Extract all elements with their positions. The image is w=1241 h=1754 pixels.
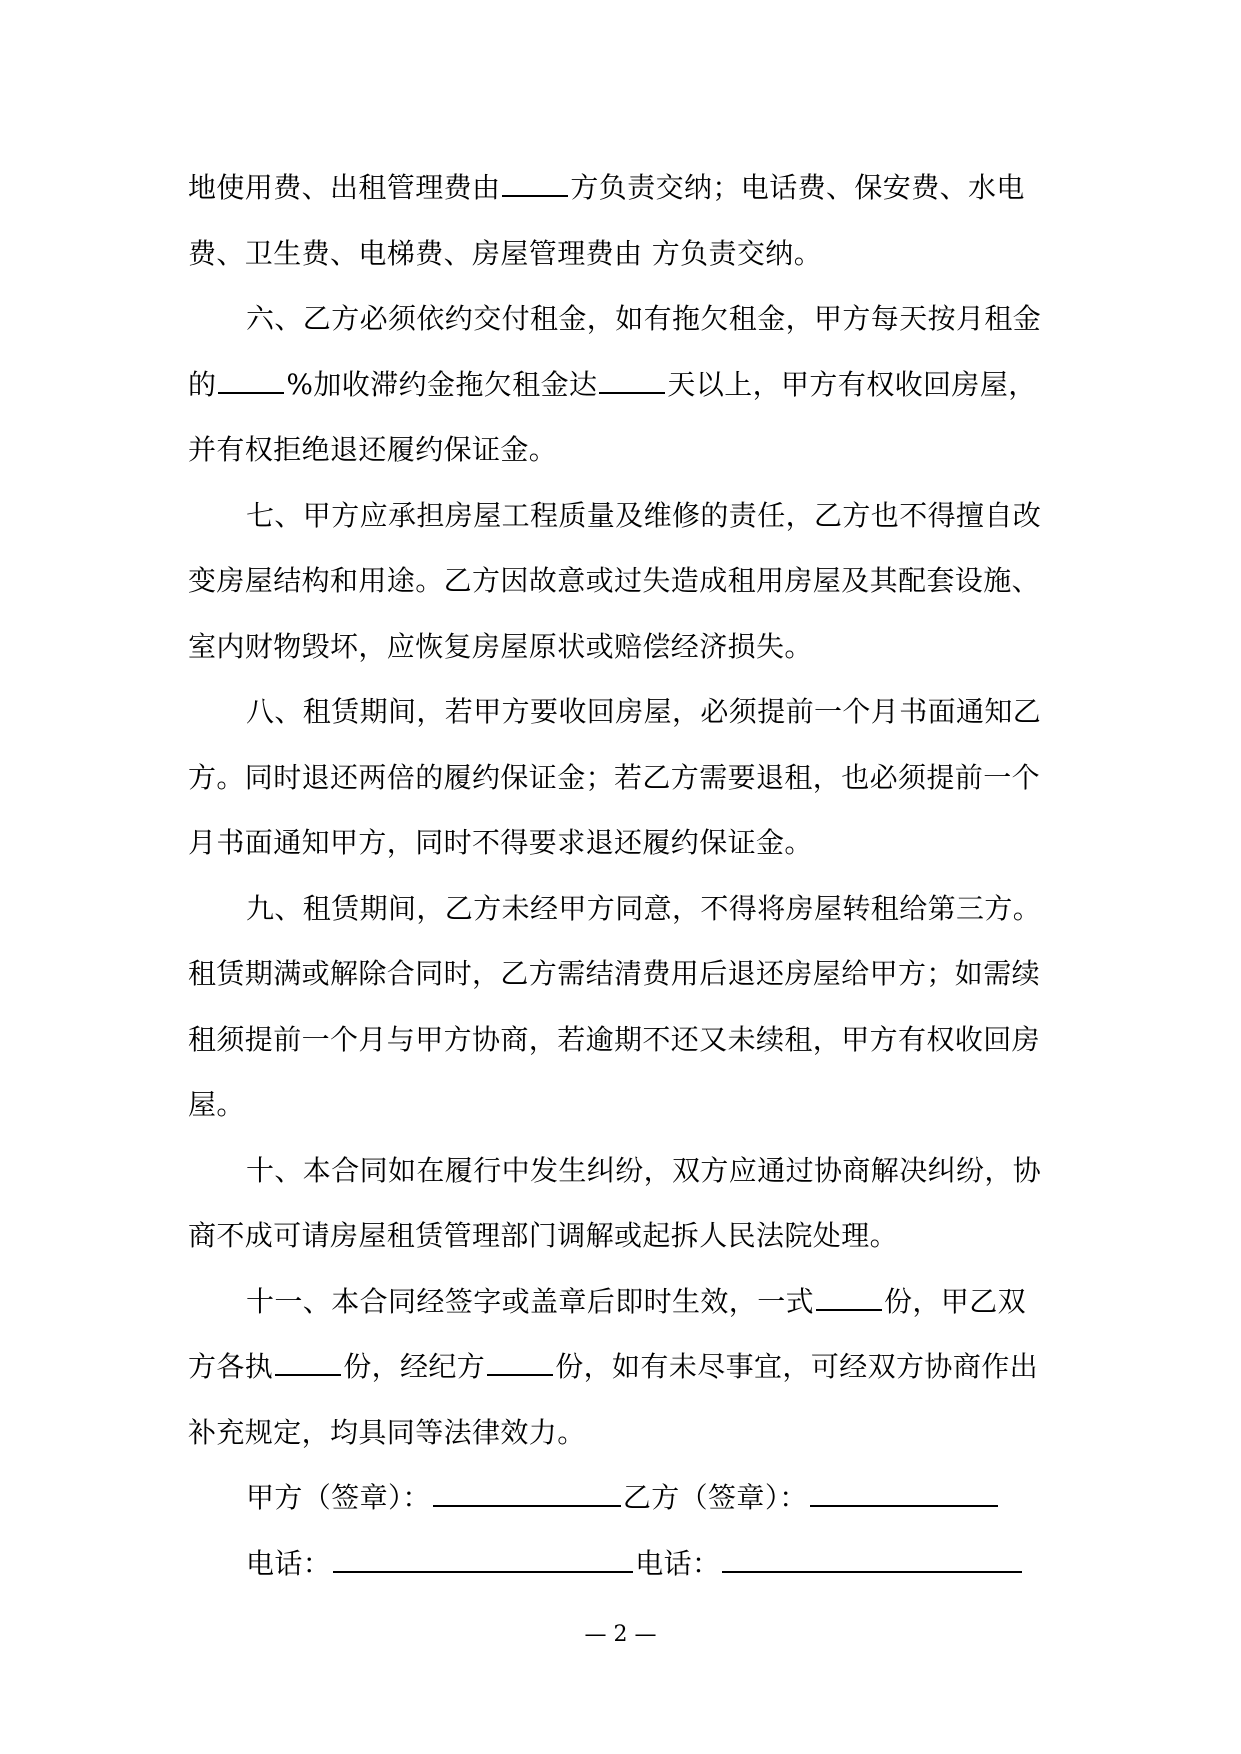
clause-11-line-2: [188, 1334, 1068, 1400]
fill-blank: [218, 391, 284, 394]
text: 商不成可请房屋租赁管理部门调解或起拆人民法院处理。: [188, 1219, 899, 1252]
text: 费、卫生费、电梯费、房屋管理费由 方负责交纳。: [188, 236, 823, 270]
clause-7-line-1: [188, 483, 1068, 549]
clause-8-line-2: [188, 745, 1068, 811]
signature-phone-line: [188, 1531, 1068, 1597]
clause-9-line-4: [188, 1072, 1068, 1138]
text: 份，经纪方: [343, 1350, 486, 1383]
clause-8-line-1: [188, 679, 1068, 745]
text: 十、本合同如在履行中发生纠纷，双方应通过协商解决纠纷，协: [246, 1153, 1042, 1187]
fill-blank: [487, 1373, 553, 1376]
signature-seal-line: [188, 1465, 1068, 1531]
text: 补充规定，均具同等法律效力。: [188, 1415, 586, 1449]
text: 屋。: [188, 1088, 245, 1121]
contract-body: [188, 155, 1068, 1596]
clause-5-line-2: [188, 221, 1068, 287]
text: 十一、本合同经签字或盖章后即时生效，一式: [246, 1284, 815, 1318]
text: 租须提前一个月与甲方协商，若逾期不还又未续租，甲方有权收回房: [188, 1022, 1041, 1056]
text: 租赁期满或解除合同时，乙方需结清费用后退还房屋给甲方；如需续: [188, 957, 1041, 990]
clause-7-line-3: [188, 614, 1068, 680]
clause-11-line-1: [188, 1269, 1068, 1335]
clause-7-line-2: [188, 548, 1068, 614]
fill-blank: [599, 391, 665, 394]
text: 并有权拒绝退还履约保证金。: [188, 433, 558, 466]
party-a-phone-field: [333, 1570, 633, 1573]
party-a-phone-label: 电话：: [246, 1546, 332, 1580]
fill-blank: [816, 1308, 882, 1311]
text: 六、乙方必须依约交付租金，如有拖欠租金，甲方每天按月租金: [246, 302, 1042, 335]
fill-blank: [502, 194, 568, 197]
party-a-seal-field: [433, 1504, 621, 1507]
clause-6-line-3: [188, 417, 1068, 483]
text: 地使用费、出租管理费由: [188, 171, 501, 204]
clause-9-line-1: [188, 876, 1068, 942]
party-a-seal-label: 甲方（签章）：: [246, 1481, 431, 1514]
party-b-phone-field: [722, 1570, 1022, 1573]
text: 方负责交纳；电话费、保安费、水电: [570, 171, 1025, 204]
text: 八、租赁期间，若甲方要收回房屋，必须提前一个月书面通知乙: [246, 695, 1042, 728]
clause-8-line-3: [188, 810, 1068, 876]
fill-blank: [275, 1373, 341, 1376]
text: 天以上，甲方有权收回房屋，: [667, 367, 1037, 401]
clause-6-line-2: [188, 352, 1068, 418]
text: 室内财物毁坏，应恢复房屋原状或赔偿经济损失。: [188, 629, 813, 663]
text: 的: [188, 367, 217, 401]
party-b-phone-label: 电话：: [635, 1546, 721, 1580]
clause-9-line-3: [188, 1007, 1068, 1073]
text: 九、租赁期间，乙方未经甲方同意，不得将房屋转租给第三方。: [246, 891, 1042, 925]
clause-11-line-3: [188, 1400, 1068, 1466]
page-number: — 2 —: [584, 1622, 657, 1647]
clause-6-line-1: [188, 286, 1068, 352]
text: 方各执: [188, 1350, 274, 1383]
text: 份，如有未尽事宜，可经双方协商作出: [555, 1350, 1039, 1383]
text: 方。同时退还两倍的履约保证金；若乙方需要退租，也必须提前一个: [188, 760, 1041, 794]
text: 份，甲乙双: [884, 1284, 1027, 1318]
text: 变房屋结构和用途。乙方因故意或过失造成租用房屋及其配套设施、: [188, 564, 1041, 597]
party-b-seal-field: [810, 1504, 998, 1507]
clause-9-line-2: [188, 941, 1068, 1007]
clause-10-line-2: [188, 1203, 1068, 1269]
party-b-seal-label: 乙方（签章）：: [622, 1481, 808, 1514]
clause-10-line-1: [188, 1138, 1068, 1204]
text: 月书面通知甲方，同时不得要求退还履约保证金。: [188, 826, 813, 859]
text: 七、甲方应承担房屋工程质量及维修的责任，乙方也不得擅自改: [246, 498, 1042, 532]
text: %加收滞约金拖欠租金达: [286, 367, 598, 401]
clause-5-line-1: [188, 155, 1068, 221]
